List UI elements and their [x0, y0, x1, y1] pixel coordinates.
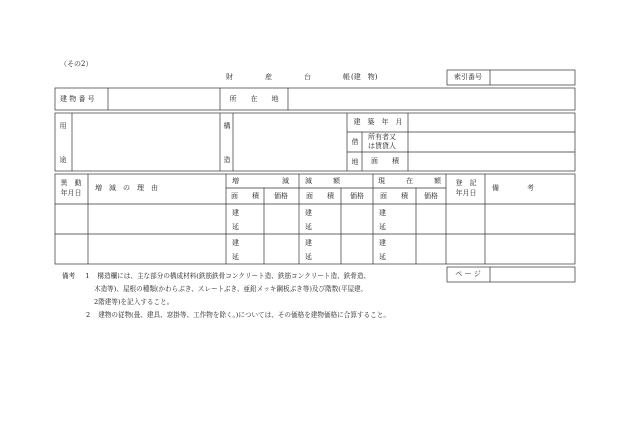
page-label: （その2）	[60, 60, 93, 68]
decrease-built-label: 建	[305, 209, 312, 217]
increase-header: 増	[232, 177, 239, 185]
current-amount-header-2: 在	[406, 177, 413, 185]
note-1-text-2: 木造等)、屋根の種類(かわらぶき、スレートぶき、亜鉛メッキ鋼板ぶき等)及び階数(平屋建、	[94, 285, 368, 293]
decrease-built-label: 建	[305, 239, 312, 247]
increase-area-header: 面 積	[231, 192, 259, 200]
building-location-row	[55, 88, 575, 110]
location-label: 所 在 地	[229, 95, 279, 103]
title-char: 財	[226, 73, 233, 81]
current-amount-header-1: 現	[378, 177, 385, 185]
structure-label-bottom: 造	[223, 156, 231, 164]
remarks-header: 備 考	[492, 184, 534, 192]
title-char: 産	[265, 73, 272, 81]
decrease-amount-header: 減 額	[305, 177, 340, 185]
increase-total-label: 延	[232, 223, 239, 231]
current-total-label: 延	[379, 253, 386, 261]
current-built-label: 建	[379, 209, 386, 217]
current-amount-header-3: 額	[434, 177, 441, 185]
title-char: 帳	[343, 73, 350, 81]
notes-heading: 備考	[62, 272, 76, 280]
leased-land-label-bottom: 地	[351, 158, 359, 166]
usage-label-top: 用	[59, 122, 67, 130]
current-total-label: 延	[379, 223, 386, 231]
owner-lessor-label-line2: は賃貸人	[368, 142, 396, 150]
current-built-label: 建	[379, 239, 386, 247]
change-date-header-line1: 異 動	[60, 179, 82, 187]
notes-section	[62, 270, 390, 322]
note-2-number: 2	[86, 311, 91, 319]
increase-built-label: 建	[232, 239, 239, 247]
current-price-header: 価格	[424, 192, 438, 200]
page-title	[226, 74, 350, 81]
structure-label-top: 構	[223, 122, 231, 130]
note-1-text-1: 構造欄には、主な部分の構成材料(鉄筋鉄骨コンクリート造、鉄筋コンクリート造、鉄骨造、	[97, 272, 371, 280]
leased-land-label-top: 借	[351, 138, 359, 146]
construction-date-label: 建 築 年 月	[353, 118, 403, 126]
note-2-line	[62, 309, 390, 322]
registration-date-header-line2: 年月日	[455, 189, 477, 197]
change-date-header-line2: 年月日	[60, 189, 82, 197]
title-char: 台	[304, 73, 311, 81]
decrease-header-char: 減	[282, 177, 289, 185]
note-1-text-3: 2階建等)を記入すること。	[94, 298, 174, 306]
land-area-label: 面 積	[371, 157, 399, 165]
building-number-label: 建 物 番 号	[60, 95, 95, 103]
usage-label-bottom: 途	[59, 156, 67, 164]
index-number-label: 索引番号	[454, 73, 482, 81]
title-suffix: (建 物)	[351, 73, 378, 81]
note-1-line-1	[62, 270, 390, 283]
decrease-price-header: 価格	[350, 192, 364, 200]
change-reason-header: 増 減 の 理 由	[95, 184, 158, 192]
owner-lessor-label-line1: 所有者又	[368, 133, 396, 141]
current-area-header: 面 積	[380, 192, 408, 200]
note-2-text: 建物の従物(畳、建具、窓掛等、工作物を除く。)については、その価格を建物価格に合算すること。	[98, 311, 390, 319]
decrease-area-header: 面 積	[306, 192, 334, 200]
increase-total-label: 延	[232, 253, 239, 261]
page-number-label: ペ ー ジ	[455, 270, 481, 278]
note-1-number: 1	[85, 272, 90, 280]
registration-date-header-line1: 登 記	[455, 179, 477, 187]
decrease-total-label: 延	[305, 223, 312, 231]
increase-built-label: 建	[232, 209, 239, 217]
increase-price-header: 価格	[274, 192, 288, 200]
decrease-total-label: 延	[305, 253, 312, 261]
usage-structure-row	[55, 113, 575, 171]
